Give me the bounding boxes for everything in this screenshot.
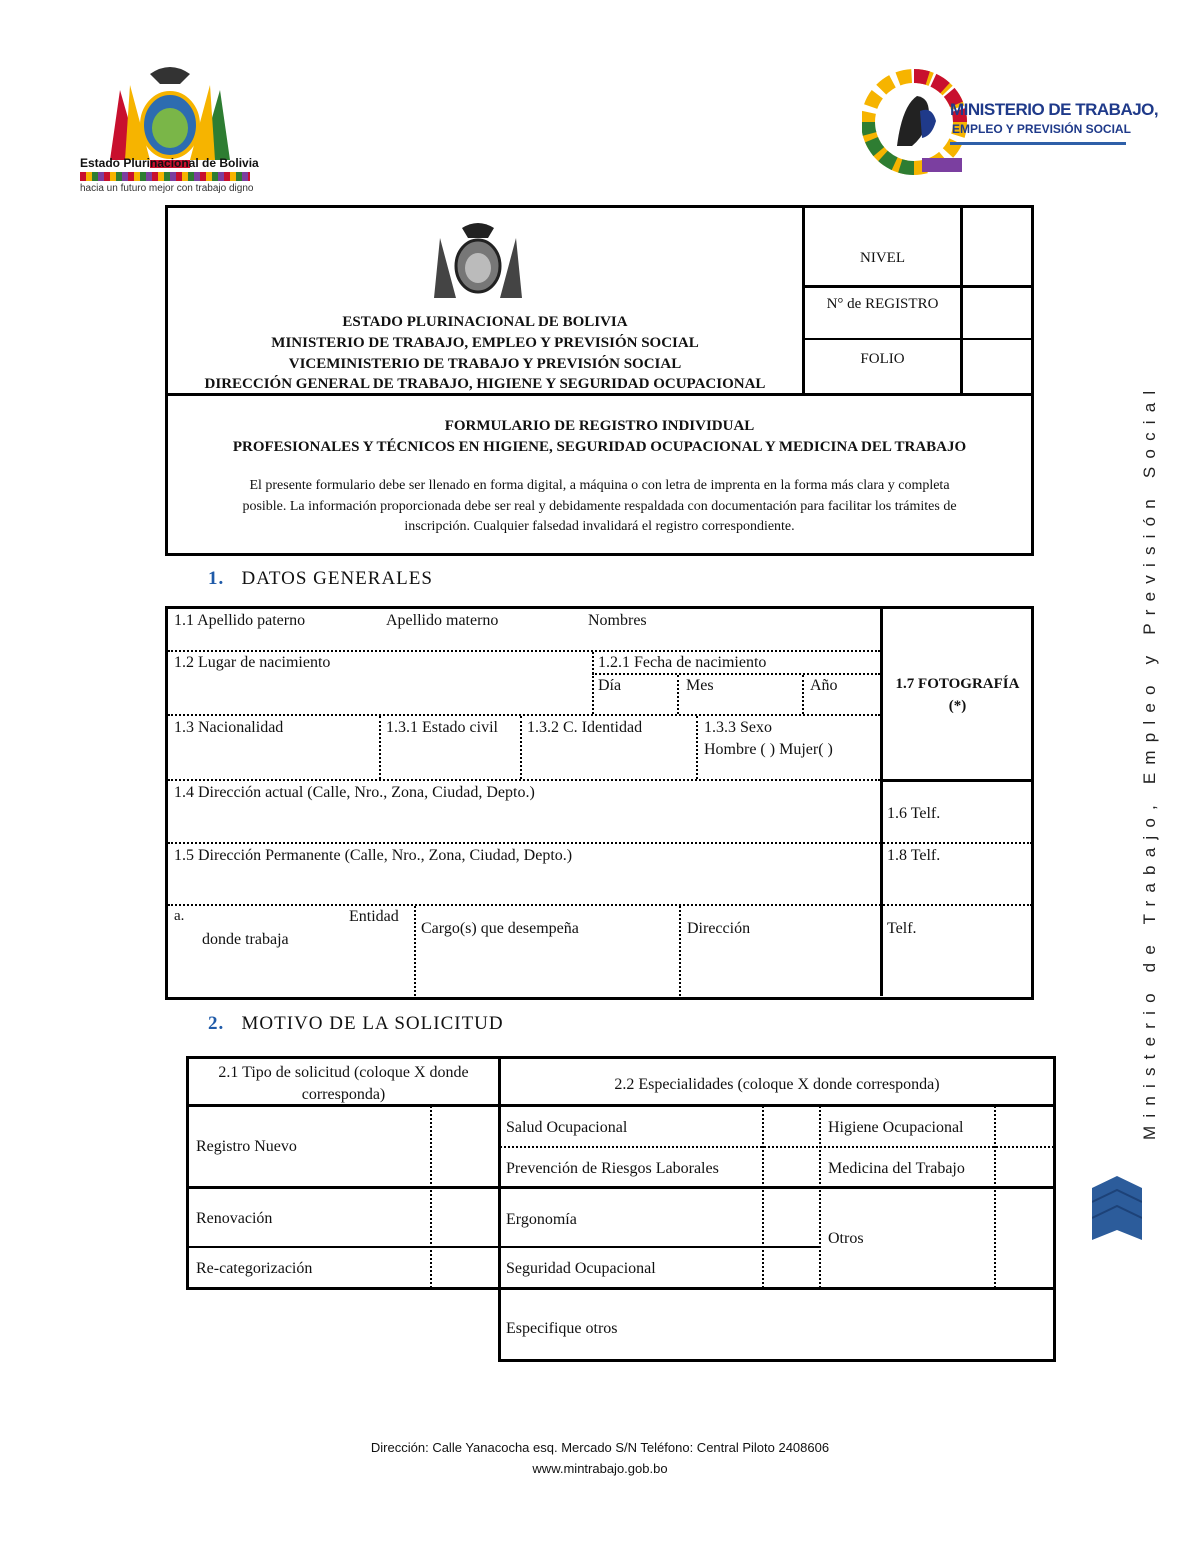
- row-line: [168, 779, 880, 781]
- folio-field[interactable]: [963, 340, 1031, 393]
- photo-divider: [880, 606, 883, 996]
- tipo-solicitud-label: 2.1 Tipo de solicitud (coloque X donde: [218, 1064, 469, 1081]
- medicina-label: Medicina del Trabajo: [828, 1160, 965, 1177]
- higiene-label: Higiene Ocupacional: [828, 1119, 964, 1136]
- form-title: FORMULARIO DE REGISTRO INDIVIDUAL: [444, 418, 755, 434]
- fotografia-label: 1.7 FOTOGRAFÍA: [895, 676, 1020, 692]
- nombres-label: Nombres: [588, 612, 647, 629]
- direccion-label: Dirección: [687, 920, 751, 937]
- bolivia-slogan: hacia un futuro mejor con trabajo digno: [80, 183, 254, 194]
- folio-label: FOLIO: [860, 351, 905, 367]
- row-line: [168, 842, 1032, 844]
- especifique-field[interactable]: [640, 1292, 1050, 1356]
- registro-nuevo-checkbox[interactable]: [434, 1108, 496, 1184]
- donde-trabaja-label: donde trabaja: [202, 931, 289, 948]
- section-2-label: MOTIVO DE LA SOLICITUD: [241, 1013, 504, 1034]
- higiene-checkbox[interactable]: [998, 1108, 1052, 1144]
- bolivia-caption: Estado Plurinacional de Bolivia: [80, 156, 259, 170]
- border: [186, 1246, 499, 1248]
- header-line-3: VICEMINISTERIO DE TRABAJO Y PREVISIÓN SOCIAL: [288, 356, 682, 372]
- salud-checkbox[interactable]: [766, 1108, 816, 1144]
- otros-label: Otros: [828, 1230, 864, 1247]
- prevencion-label: Prevención de Riesgos Laborales: [506, 1160, 719, 1177]
- instructions-line-3: inscripción. Cualquier falsedad invalidará el registro correspondiente.: [404, 519, 795, 534]
- border: [186, 1186, 1056, 1189]
- section-2-title: [208, 1013, 504, 1035]
- entidad-label: Entidad: [349, 908, 399, 925]
- header-line-4: DIRECCIÓN GENERAL DE TRABAJO, HIGIENE Y SEGURIDAD OCUPACIONAL: [204, 376, 766, 392]
- lugar-nacimiento-label: 1.2 Lugar de nacimiento: [174, 654, 331, 671]
- telf-18-label: 1.8 Telf.: [887, 847, 941, 864]
- header-line-1: ESTADO PLURINACIONAL DE BOLIVIA: [342, 314, 628, 330]
- ministry-logo-rule: [950, 142, 1126, 145]
- prevencion-checkbox[interactable]: [766, 1150, 816, 1184]
- col-line: [520, 716, 522, 779]
- mes-label: Mes: [686, 677, 714, 694]
- col-line: [802, 675, 804, 714]
- apellido-materno-label: Apellido materno: [386, 612, 499, 629]
- photo-bottom: [880, 779, 1034, 782]
- direccion-permanente-label: 1.5 Dirección Permanente (Calle, Nro., Zona, Ciudad, Depto.): [174, 847, 573, 864]
- instructions-line-2: posible. La información proporcionada debe ser real y debidamente respaldada con documentación para facilitar los trámites de: [242, 499, 957, 514]
- estado-civil-label: 1.3.1 Estado civil: [386, 719, 498, 736]
- telf-16-label: 1.6 Telf.: [887, 805, 941, 822]
- section-1-title: [208, 568, 433, 590]
- border: [498, 1287, 1056, 1290]
- medicina-checkbox[interactable]: [998, 1150, 1052, 1184]
- col-line: [679, 906, 681, 996]
- border: [186, 1104, 1056, 1107]
- row-line: [168, 714, 880, 716]
- cargo-label: Cargo(s) que desempeña: [421, 920, 579, 937]
- fotografia-note: (*): [948, 698, 967, 714]
- row-line: [168, 650, 880, 652]
- form-subtitle: PROFESIONALES Y TÉCNICOS EN HIGIENE, SEGURIDAD OCUPACIONAL Y MEDICINA DEL TRABAJO: [232, 439, 967, 455]
- anio-label: Año: [810, 677, 838, 694]
- ergonomia-checkbox[interactable]: [766, 1190, 816, 1245]
- nacionalidad-label: 1.3 Nacionalidad: [174, 719, 284, 736]
- renovacion-checkbox[interactable]: [434, 1190, 496, 1245]
- row-line: [592, 673, 880, 675]
- row-line: [500, 1146, 1054, 1148]
- sexo-options[interactable]: Hombre ( ) Mujer( ): [704, 741, 833, 758]
- ministry-logo-subname: EMPLEO Y PREVISIÓN SOCIAL: [952, 122, 1131, 136]
- col-line: [994, 1106, 996, 1288]
- nivel-field[interactable]: [963, 208, 1031, 285]
- registro-nuevo-label: Registro Nuevo: [196, 1138, 297, 1155]
- col-line: [592, 652, 594, 714]
- border: [186, 1056, 1056, 1059]
- divider: [165, 393, 1034, 396]
- recategorizacion-checkbox[interactable]: [434, 1250, 496, 1286]
- footer-website-link[interactable]: www.mintrabajo.gob.bo: [532, 1461, 668, 1476]
- bookmark-tab-icon: [1092, 1172, 1142, 1244]
- border: [498, 1246, 820, 1248]
- apellido-paterno-label: 1.1 Apellido paterno: [174, 612, 306, 629]
- aguayo-stripe: [80, 172, 250, 181]
- seguridad-label: Seguridad Ocupacional: [506, 1260, 656, 1277]
- header-line-2: MINISTERIO DE TRABAJO, EMPLEO Y PREVISIÓN SOCIAL: [271, 335, 699, 351]
- registro-field[interactable]: [963, 288, 1031, 338]
- recategorizacion-label: Re-categorización: [196, 1260, 313, 1277]
- registro-label: N° de REGISTRO: [826, 296, 939, 312]
- col-line: [430, 1106, 432, 1288]
- direccion-actual-label: 1.4 Dirección actual (Calle, Nro., Zona, Ciudad, Depto.): [174, 784, 535, 801]
- col-line: [414, 906, 416, 996]
- tipo-solicitud-label-2: corresponda): [301, 1086, 386, 1103]
- nivel-label: NIVEL: [860, 250, 905, 266]
- footer-address: Dirección: Calle Yanacocha esq. Mercado S/N Teléfono: Central Piloto 2408606: [370, 1440, 830, 1455]
- especifique-label: Especifique otros: [506, 1320, 618, 1337]
- sexo-label: 1.3.3 Sexo: [704, 719, 772, 736]
- fecha-nacimiento-label: 1.2.1 Fecha de nacimiento: [598, 654, 767, 671]
- seguridad-checkbox[interactable]: [766, 1250, 816, 1286]
- col-line: [696, 716, 698, 779]
- col-line: [677, 675, 679, 714]
- border: [1053, 1056, 1056, 1362]
- ergonomia-label: Ergonomía: [506, 1211, 577, 1228]
- especialidades-label: 2.2 Especialidades (coloque X donde corresponda): [614, 1076, 940, 1093]
- ministry-vertical-text: Ministerio de Trabajo, Empleo y Previsión Social: [1140, 382, 1159, 1140]
- border: [498, 1359, 1056, 1362]
- salud-label: Salud Ocupacional: [506, 1119, 628, 1136]
- section-1-number: 1.: [208, 568, 225, 589]
- dia-label: Día: [598, 677, 622, 694]
- identidad-label: 1.3.2 C. Identidad: [527, 719, 643, 736]
- col-line: [379, 716, 381, 779]
- renovacion-label: Renovación: [196, 1210, 273, 1227]
- row-line: [168, 904, 1032, 906]
- instructions-line-1: El presente formulario debe ser llenado en forma digital, a máquina o con letra de imprenta en la forma más clara y completa: [249, 478, 950, 493]
- col-line: [762, 1106, 764, 1288]
- col-line: [819, 1106, 821, 1288]
- otros-checkbox[interactable]: [998, 1190, 1052, 1286]
- section-2-number: 2.: [208, 1013, 225, 1034]
- entidad-marker: a.: [174, 908, 185, 924]
- telf-label: Telf.: [887, 920, 917, 937]
- ministry-logo-name: MINISTERIO DE TRABAJO,: [950, 100, 1159, 119]
- coat-of-arms-icon: [430, 218, 526, 304]
- section-1-label: DATOS GENERALES: [241, 568, 433, 589]
- border: [186, 1287, 499, 1290]
